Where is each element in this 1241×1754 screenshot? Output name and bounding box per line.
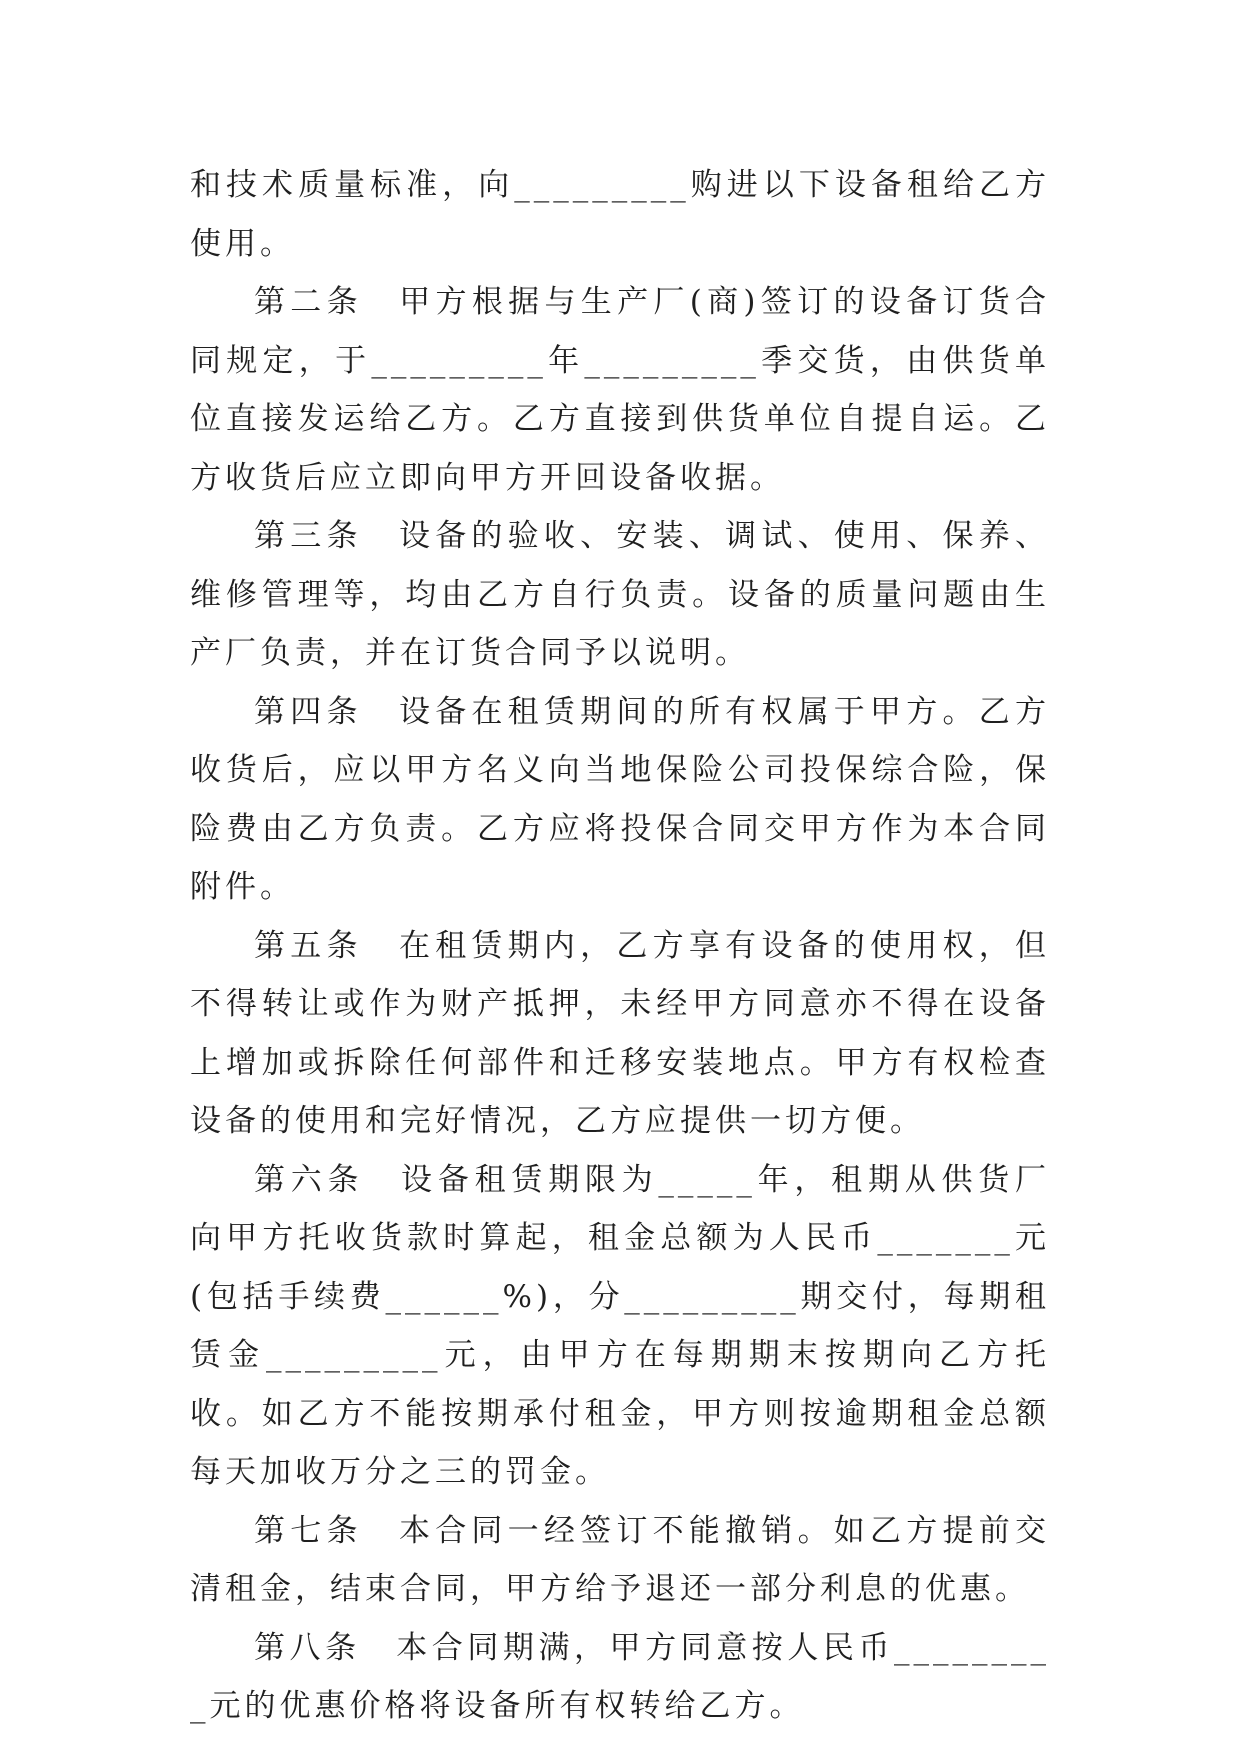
paragraph-continuation: 和技术质量标准，向_________购进以下设备租给乙方使用。 [190, 167, 1050, 262]
article-8-paragraph: 第八条 本合同期满，甲方同意按人民币_________元的优惠价格将设备所有权转给乙方。 [190, 1629, 1050, 1724]
article-6-paragraph: 第六条 设备租赁期限为_____年，租期从供货厂向甲方托收货款时算起，租金总额为人民币_______元(包括手续费______%)，分_________期交付，每期租赁金_________元，由甲方在每期期末按期向乙方托收。如乙方不能按期承付租金，甲方则按逾期租金总额每天加收万分之三的罚金。 [190, 1161, 1050, 1490]
article-3-paragraph: 第三条 设备的验收、安装、调试、使用、保养、维修管理等，均由乙方自行负责。设备的质量问题由生产厂负责，并在订货合同予以说明。 [190, 518, 1050, 671]
contract-body [190, 156, 1050, 1736]
article-7-paragraph: 第七条 本合同一经签订不能撤销。如乙方提前交清租金，结束合同，甲方给予退还一部分利息的优惠。 [190, 1512, 1050, 1607]
article-4-paragraph: 第四条 设备在租赁期间的所有权属于甲方。乙方收货后，应以甲方名义向当地保险公司投保综合险，保险费由乙方负责。乙方应将投保合同交甲方作为本合同附件。 [190, 693, 1050, 905]
article-2-paragraph: 第二条 甲方根据与生产厂(商)签订的设备订货合同规定，于_________年_________季交货，由供货单位直接发运给乙方。乙方直接到供货单位自提自运。乙方收货后应立即向甲方开回设备收据。 [190, 284, 1050, 496]
article-5-paragraph: 第五条 在租赁期内，乙方享有设备的使用权，但不得转让或作为财产抵押，未经甲方同意亦不得在设备上增加或拆除任何部件和迁移安装地点。甲方有权检查设备的使用和完好情况，乙方应提供一切方便。 [190, 927, 1050, 1139]
